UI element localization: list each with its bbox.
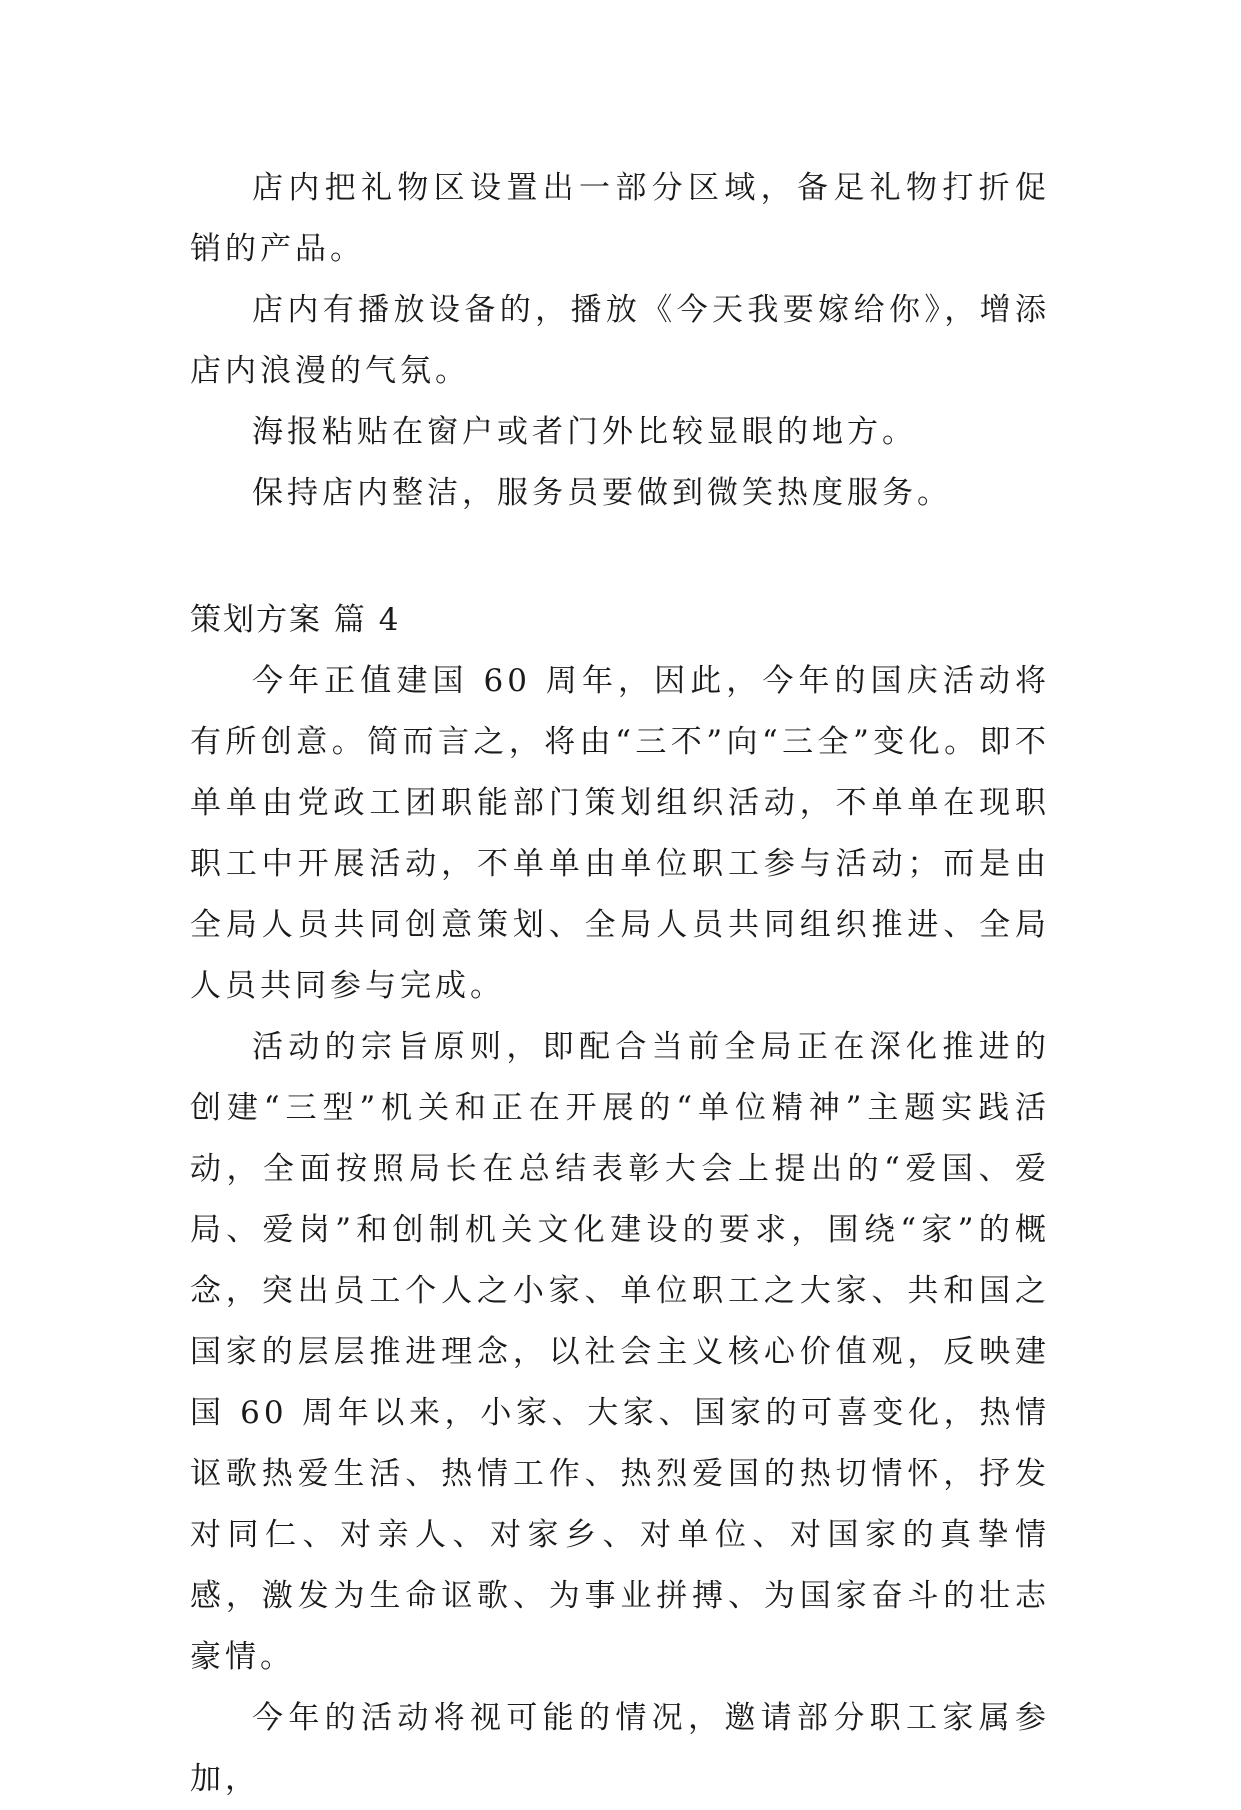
paragraph-gift-area: 店内把礼物区设置出一部分区域，备足礼物打折促销的产品。	[190, 170, 1050, 267]
section-spacer	[190, 524, 1050, 590]
paragraph-music: 店内有播放设备的，播放《今天我要嫁给你》，增添店内浪漫的气氛。	[190, 292, 1050, 389]
paragraph-poster: 海报粘贴在窗户或者门外比较显眼的地方。	[252, 414, 917, 450]
section-heading: 策划方案 篇 4	[190, 602, 401, 638]
document-body	[190, 158, 1050, 1810]
paragraph-principle: 活动的宗旨原则，即配合当前全局正在深化推进的创建“三型”机关和正在开展的“单位精神”主题实践活动，全面按照局长在总结表彰大会上提出的“爱国、爱局、爱岗”和创制机关文化建设的要求，围绕“家”的概念，突出员工个人之小家、单位职工之大家、共和国之国家的层层推进理念，以社会主义核心价值观，反映建国 60 周年以来，小家、大家、国家的可喜变化，热情讴歌热爱生活、热情工作、热烈爱国的热切情怀，抒发对同仁、对亲人、对家乡、对单位、对国家的真挚情感，激发为生命讴歌、为事业拼搏、为国家奋斗的壮志豪情。	[190, 1029, 1050, 1675]
paragraph-family-participation: 今年的活动将视可能的情况，邀请部分职工家属参加，	[190, 1700, 1050, 1797]
paragraph-service: 保持店内整洁，服务员要做到微笑热度服务。	[252, 475, 952, 511]
paragraph-anniversary: 今年正值建国 60 周年，因此，今年的国庆活动将有所创意。简而言之，将由“三不”向“三全”变化。即不单单由党政工团职能部门策划组织活动，不单单在现职职工中开展活动，不单单由单位职工参与活动；而是由全局人员共同创意策划、全局人员共同组织推进、全局人员共同参与完成。	[190, 663, 1050, 1004]
